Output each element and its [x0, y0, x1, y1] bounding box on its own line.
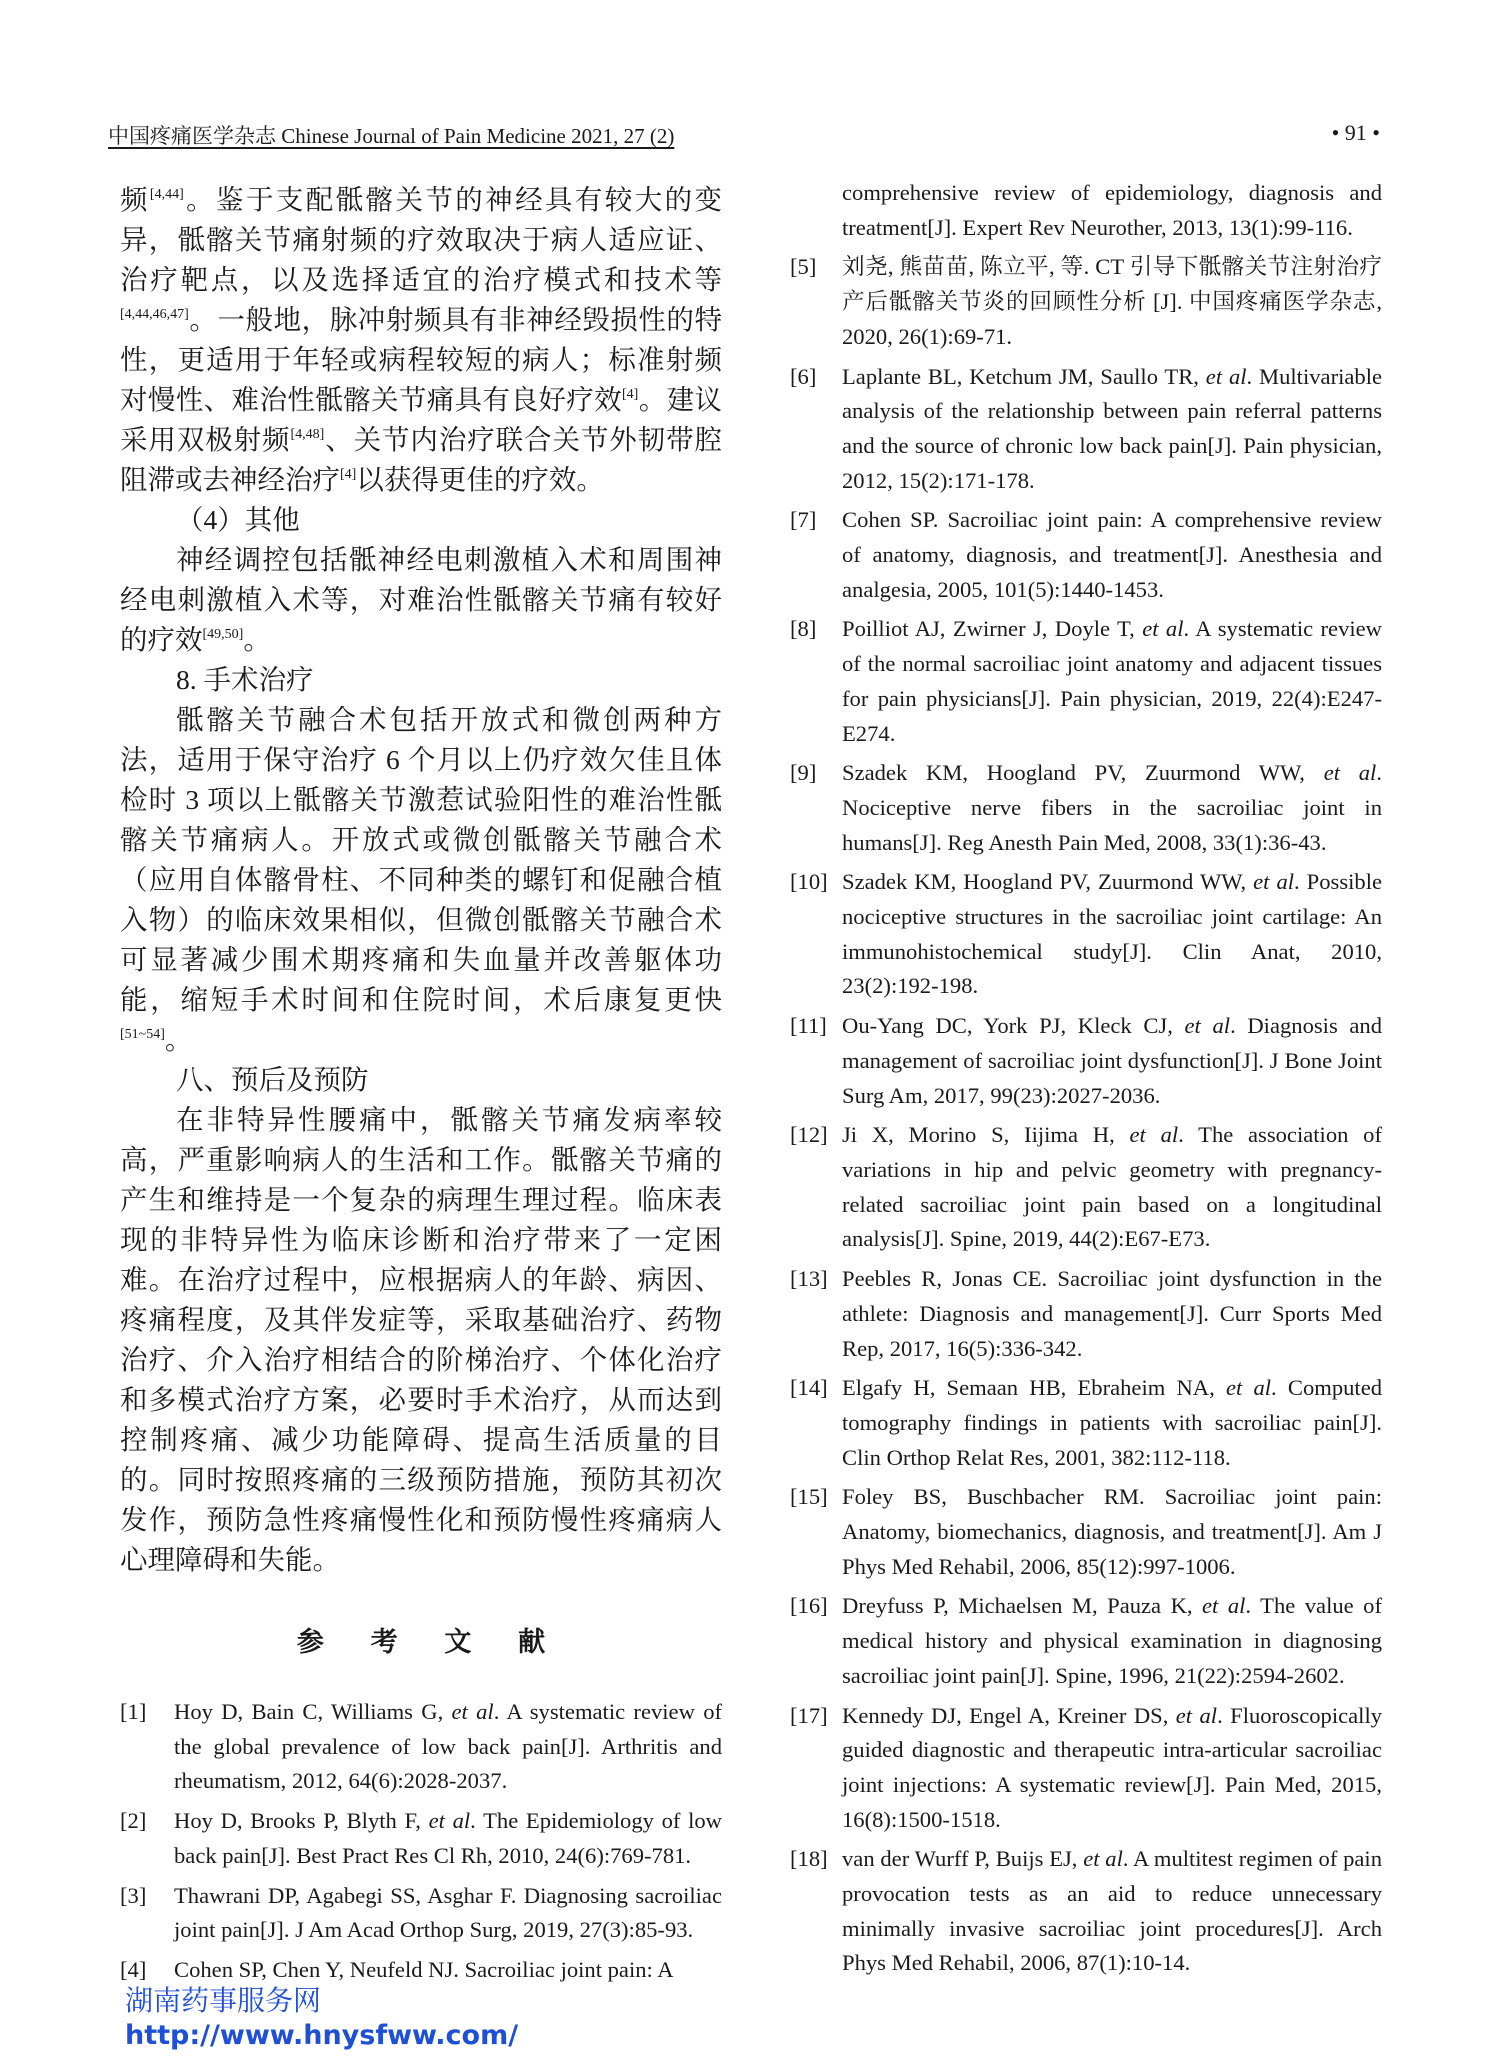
reference-number: [15] [790, 1484, 828, 1510]
reference-number: [9] [790, 760, 817, 786]
reference-text [842, 756, 1382, 860]
text-run: Ou-Yang DC, York PJ, Kleck CJ, [842, 1013, 1185, 1039]
text-run: . The association of variations in hip and pelvic geometry with pregnancy-related sacroiliac joint pain based on a longitudinal analysis[J]. Spine, 2019, 44(2):E67-E73. [842, 1122, 1382, 1252]
reference-number: [16] [790, 1593, 828, 1619]
text-run: 神经调控包括骶神经电刺激植入术和周围神经电刺激植入术等，对难治性骶髂关节痛有较好的疗效 [120, 544, 722, 655]
italic-text: et al [1205, 363, 1247, 389]
text-run: Hoy D, Brooks P, Blyth F, [174, 1808, 429, 1834]
watermark-url-link[interactable]: http://www.hnysfww.com/ [125, 2020, 519, 2051]
reference-text [174, 1879, 722, 1948]
reference-item [120, 1804, 722, 1873]
reference-number: [10] [790, 869, 828, 895]
text-run: Szadek KM, Hoogland PV, Zuurmond WW, [842, 760, 1324, 786]
reference-number: [4] [120, 1956, 147, 1982]
left-column [120, 180, 722, 1993]
reference-text [842, 612, 1382, 751]
reference-number: [5] [790, 254, 817, 280]
italic-text: et al [1323, 760, 1377, 786]
reference-text [842, 1480, 1382, 1584]
text-run: . The Epidemiology of low back pain[J]. Best Pract Res Cl Rh, 2010, 24(6):769-781. [174, 1808, 723, 1868]
italic-text: et al [1142, 616, 1184, 642]
reference-text [842, 503, 1382, 607]
text-run: 。 [164, 1024, 193, 1055]
reference-text [842, 360, 1382, 499]
paragraph [120, 180, 722, 500]
text-run: 8. 手术治疗 [176, 664, 314, 695]
text-run: 频 [120, 184, 150, 215]
text-run: Szadek KM, Hoogland PV, Zuurmond WW, [842, 869, 1254, 895]
text-run: 刘尧, 熊苗苗, 陈立平, 等. CT 引导下骶髂关节注射治疗产后骶髂关节炎的回顾性分析 [J]. 中国疼痛医学杂志, 2020, 26(1):69-71. [842, 254, 1382, 349]
running-header [108, 116, 1380, 156]
text-run: . Fluoroscopically guided diagnostic and therapeutic intra-articular sacroiliac joint injections: A systematic review[J]. Pain Med, 2015, 16(8):1500-1518. [842, 1702, 1383, 1832]
text-run: . A multitest regimen of pain provocation tests as an aid to reduce unnecessary minimally invasive sacroiliac joint procedures[J]. Arch Phys Med Rehabil, 2006, 87(1):10-14. [842, 1846, 1383, 1976]
citation-superscript: [4] [340, 467, 357, 482]
reference-number: [6] [790, 363, 817, 389]
text-run: . Computed tomography findings in patients with sacroiliac pain[J]. Clin Orthop Relat Res, 2001, 382:112-118. [842, 1375, 1383, 1470]
references-heading: 参 考 文 献 [296, 1627, 566, 1657]
text-run: . A systematic review of the normal sacroiliac joint anatomy and adjacent tissues for pain physicians[J]. Pain physician, 2019, 22(4):E247-E274. [842, 616, 1382, 746]
text-run: Hoy D, Bain C, Williams G, [174, 1699, 452, 1724]
reference-item [790, 503, 1382, 607]
paragraph [120, 540, 722, 660]
text-run: 。 [243, 624, 271, 655]
text-run: 在非特异性腰痛中，骶髂关节痛发病率较高，严重影响病人的生活和工作。骶髂关节痛的产生和维持是一个复杂的病理生理过程。临床表现的非特异性为临床诊断和治疗带来了一定困难。在治疗过程中，应根据病人的年龄、病因、疼痛程度，及其伴发症等，采取基础治疗、药物治疗、介入治疗相结合的阶梯治疗、个体化治疗和多模式治疗方案，必要时手术治疗，从而达到控制疼痛、减少功能障碍、提高生活质量的目的。同时按照疼痛的三级预防措施，预防其初次发作，预防急性疼痛慢性化和预防慢性疼痛病人心理障碍和失能。 [120, 1104, 722, 1575]
italic-text: et al [1202, 1593, 1246, 1619]
text-run: van der Wurff P, Buijs EJ, [842, 1846, 1084, 1872]
text-run: 、关节内治疗联合关节外韧带腔阻滞或去神经治疗 [120, 424, 723, 495]
text-run: 以获得更佳的疗效。 [356, 464, 604, 495]
reference-text [842, 250, 1382, 354]
italic-text: et al [1184, 1013, 1231, 1039]
reference-text [842, 1009, 1382, 1113]
text-run: Dreyfuss P, Michaelsen M, Pauza K, [842, 1593, 1203, 1619]
text-run: 骶髂关节融合术包括开放式和微创两种方法，适用于保守治疗 6 个月以上仍疗效欠佳且体检时 3 项以上骶髂关节激惹试验阳性的难治性骶髂关节痛病人。开放式或微创骶髂关节融合术（应用自体髂骨柱、不同种类的螺钉和促融合植入物）的临床效果相似，但微创骶髂关节融合术可显著减少围术期疼痛和失血量并改善躯体功能，缩短手术时间和住院时间，术后康复更快 [120, 704, 722, 1015]
reference-number: [1] [120, 1699, 147, 1724]
text-run: . The value of medical history and physical examination in diagnosing sacroiliac joint pain[J]. Spine, 1996, 21(22):2594-2602. [842, 1593, 1382, 1688]
reference-list [790, 250, 1382, 1981]
body-text [120, 180, 722, 1580]
paragraph [120, 700, 722, 1060]
reference-number: [11] [790, 1013, 827, 1039]
text-run: Laplante BL, Ketchum JM, Saullo TR, [842, 363, 1206, 389]
italic-text: et al [1253, 869, 1295, 895]
reference-text [842, 1842, 1382, 1981]
reference-item [120, 1879, 722, 1948]
reference-continuation: comprehensive review of epidemiology, diagnosis and treatment[J]. Expert Rev Neurother, 2013, 13(1):99-116. [842, 180, 1382, 240]
reference-item [790, 756, 1382, 860]
reference-item [790, 1262, 1382, 1366]
italic-text: et al [1175, 1702, 1218, 1728]
reference-text [174, 1695, 722, 1799]
text-run: . Multivariable analysis of the relationship between pain referral patterns and the source of chronic low back pain[J]. Pain physician, 2012, 15(2):171-178. [842, 363, 1382, 493]
reference-number: [18] [790, 1846, 828, 1872]
text-run: Elgafy H, Semaan HB, Ebraheim NA, [842, 1375, 1226, 1401]
watermark-site-name: 湖南药事服务网 [125, 1984, 322, 2017]
text-run: Peebles R, Jonas CE. Sacroiliac joint dysfunction in the athlete: Diagnosis and management[J]. Curr Sports Med Rep, 2017, 16(5):336-342. [842, 1266, 1382, 1361]
reference-item [790, 612, 1382, 751]
reference-text [842, 1699, 1382, 1838]
italic-text: et al [428, 1808, 471, 1834]
italic-text: et al [1083, 1846, 1123, 1872]
reference-number: [3] [120, 1882, 147, 1908]
reference-item [790, 1009, 1382, 1113]
text-run: Poilliot AJ, Zwirner J, Doyle T, [842, 616, 1143, 642]
reference-item [790, 1480, 1382, 1584]
text-run: 。一般地，脉冲射频具有非神经毁损性的特性，更适用于年轻或病程较短的病人；标准射频对慢性、难治性骶髂关节痛具有良好疗效 [120, 304, 722, 415]
reference-number: [8] [790, 616, 817, 642]
page-number: • 91 • [1331, 120, 1380, 145]
reference-text [174, 1804, 722, 1873]
right-column [790, 176, 1382, 1986]
text-run: Cohen SP, Chen Y, Neufeld NJ. Sacroiliac joint pain: A [174, 1956, 674, 1982]
text-run: . Nociceptive nerve fibers in the sacroiliac joint in humans[J]. Reg Anesth Pain Med, 2008, 33(1):36-43. [842, 760, 1382, 855]
reference-item [790, 1699, 1382, 1838]
italic-text: et al [1129, 1122, 1179, 1148]
text-run: Cohen SP. Sacroiliac joint pain: A comprehensive review of anatomy, diagnosis, and treatment[J]. Anesthesia and analgesia, 2005, 101(5):1440-1453. [842, 507, 1382, 602]
text-run: . Possible nociceptive structures in the sacroiliac joint cartilage: An immunohistochemical study[J]. Clin Anat, 2010, 23(2):192-198. [842, 869, 1382, 999]
italic-text: et al [451, 1699, 494, 1724]
reference-text [842, 1262, 1382, 1366]
reference-number: [17] [790, 1702, 828, 1728]
reference-text [842, 865, 1382, 1004]
reference-item [790, 1589, 1382, 1693]
citation-superscript: [4,48] [290, 427, 325, 442]
reference-item [790, 865, 1382, 1004]
reference-item [120, 1695, 722, 1799]
paragraph [120, 1100, 722, 1580]
reference-number: [14] [790, 1375, 828, 1401]
reference-item [790, 1118, 1382, 1257]
reference-text [842, 1118, 1382, 1257]
text-run: （4）其他 [176, 504, 300, 535]
text-run: Foley BS, Buschbacher RM. Sacroiliac joint pain: Anatomy, biomechanics, diagnosis, and treatment[J]. Am J Phys Med Rehabil, 2006, 85(12):997-1006. [842, 1484, 1382, 1579]
reference-text [842, 1589, 1382, 1693]
citation-superscript: [4,44] [149, 187, 184, 202]
reference-number: [7] [790, 507, 817, 533]
paragraph [120, 1060, 722, 1100]
reference-item [790, 250, 1382, 354]
reference-list [120, 1695, 722, 1988]
reference-item [790, 1371, 1382, 1475]
journal-title: 中国疼痛医学杂志 Chinese Journal of Pain Medicine 2021, 27 (2) [108, 124, 675, 148]
text-run: . Diagnosis and management of sacroiliac joint dysfunction[J]. J Bone Joint Surg Am, 2017, 99(23):2027-2036. [842, 1013, 1382, 1108]
reference-number: [2] [120, 1808, 147, 1834]
citation-superscript: [49,50] [202, 627, 244, 642]
reference-number: [13] [790, 1266, 828, 1292]
citation-superscript: [51~54] [120, 1027, 165, 1042]
text-run: Kennedy DJ, Engel A, Kreiner DS, [842, 1702, 1176, 1728]
reference-item [790, 360, 1382, 499]
reference-number: [12] [790, 1122, 828, 1148]
text-run: . A systematic review of the global prevalence of low back pain[J]. Arthritis and rheumatism, 2012, 64(6):2028-2037. [174, 1699, 723, 1794]
site-watermark [125, 1983, 518, 2053]
paragraph [120, 500, 722, 540]
reference-text [842, 1371, 1382, 1475]
paragraph [120, 660, 722, 700]
text-run: 八、预后及预防 [176, 1064, 369, 1095]
text-run: 。建议采用双极射频 [120, 384, 723, 455]
text-run: 。鉴于支配骶髂关节的神经具有较大的变异，骶髂关节痛射频的疗效取决于病人适应证、治疗靶点，以及选择适宜的治疗模式和技术等 [120, 184, 723, 295]
text-run: Thawrani DP, Agabegi SS, Asghar F. Diagnosing sacroiliac joint pain[J]. J Am Acad Orthop Surg, 2019, 27(3):85-93. [174, 1882, 722, 1943]
reference-item [790, 1842, 1382, 1981]
italic-text: et al [1225, 1375, 1272, 1401]
text-run: Ji X, Morino S, Iijima H, [842, 1122, 1130, 1148]
citation-superscript: [4] [622, 387, 639, 402]
citation-superscript: [4,44,46,47] [120, 307, 189, 322]
